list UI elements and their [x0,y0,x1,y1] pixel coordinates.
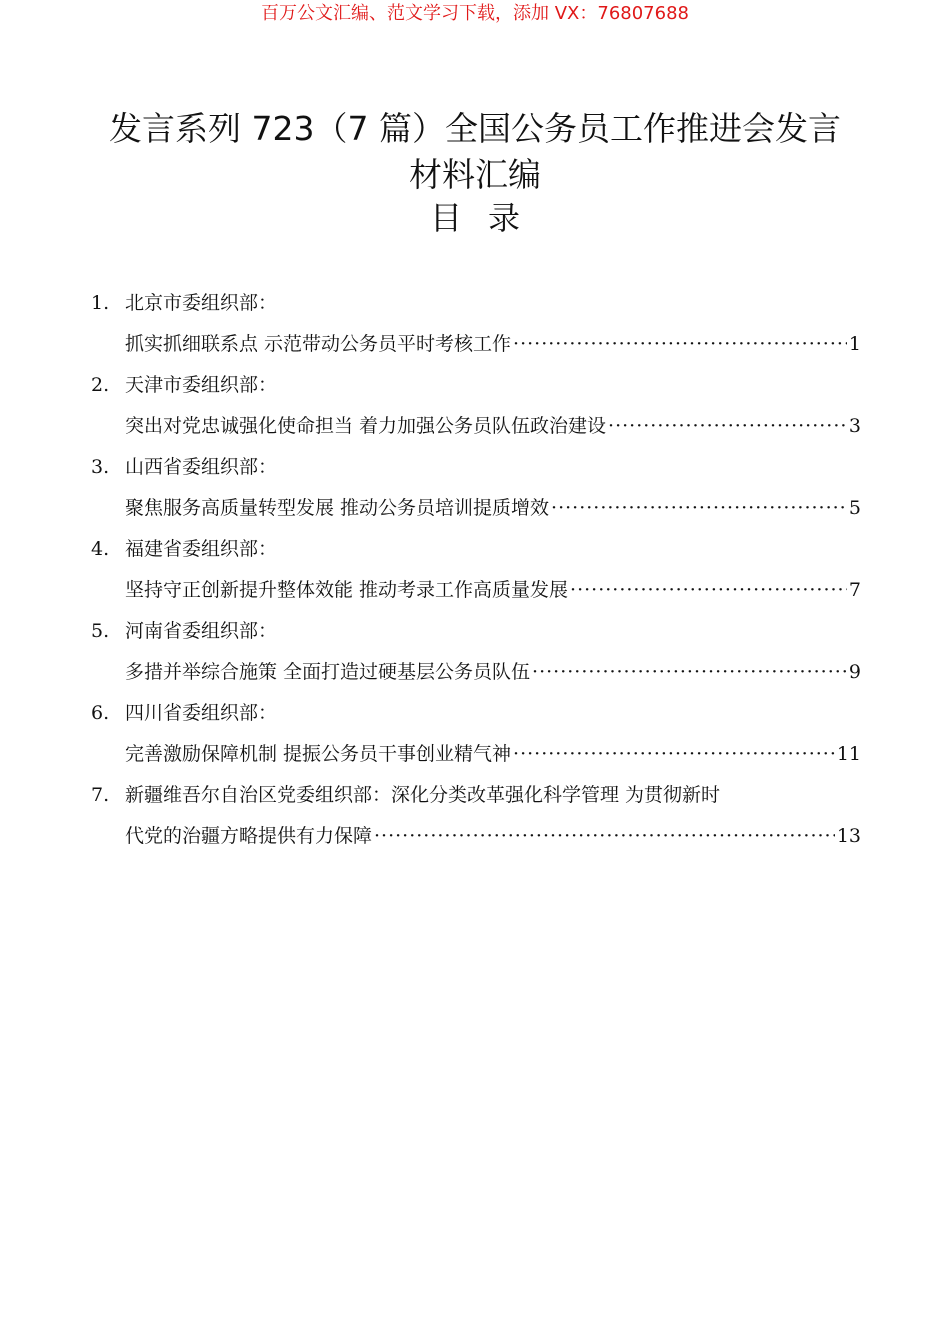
toc-entry [91,370,861,452]
toc-entry-page-number: 5 [848,497,861,519]
toc-entry-subtitle-line[interactable] [91,657,861,698]
toc-entry [91,780,861,862]
document-title-line-2: 材料汇编 [409,155,541,194]
document-title [60,106,890,198]
toc-entry-subtitle: 突出对党忠诚强化使命担当 着力加强公务员队伍政治建设 [125,415,607,437]
toc-entry-number: 7. [91,784,110,806]
toc-entry-subtitle: 完善激励保障机制 提振公务员干事创业精气神 [125,743,512,765]
toc-entry-page-number: 11 [836,743,861,765]
toc-entry [91,616,861,698]
toc-entry-subtitle-line[interactable] [91,329,861,370]
toc-entry-number: 3. [91,456,110,478]
toc-entry-number: 6. [91,702,110,724]
toc-entry-heading: 山西省委组织部： [125,456,278,478]
promo-banner: 百万公文汇编、范文学习下载，添加 VX：76807688 [261,3,689,24]
toc-entry-number: 4. [91,538,110,560]
toc-entry-subtitle: 多措并举综合施策 全面打造过硬基层公务员队伍 [125,661,531,683]
toc-entry-page-number: 13 [836,825,861,847]
toc-entry-subtitle-line[interactable] [91,821,861,862]
toc-dot-leader [608,411,847,441]
toc-dot-leader [513,329,847,359]
toc-entry-number: 2. [91,374,110,396]
toc-dot-leader [532,657,847,687]
toc-entry-subtitle-line[interactable] [91,739,861,780]
toc-entry [91,698,861,780]
toc-entry-number: 5. [91,620,110,642]
toc-entry-heading: 天津市委组织部： [125,374,278,396]
toc-entry-subtitle-line[interactable] [91,493,861,534]
toc-dot-leader [570,575,847,605]
toc-entry-number: 1. [91,292,110,314]
toc-entry-heading: 北京市委组织部： [125,292,278,314]
toc-entry-heading-line[interactable] [91,780,861,821]
toc-entry-subtitle: 聚焦服务高质量转型发展 推动公务员培训提质增效 [125,497,550,519]
toc-dot-leader [513,739,835,769]
toc-entry-heading: 福建省委组织部： [125,538,278,560]
toc-entry-heading: 四川省委组织部： [125,702,278,724]
table-of-contents [91,288,861,862]
toc-entry-subtitle: 代党的治疆方略提供有力保障 [125,825,373,847]
toc-entry [91,452,861,534]
toc-entry-page-number: 9 [848,661,861,683]
toc-entry-page-number: 3 [848,415,861,437]
toc-entry-heading: 河南省委组织部： [125,620,278,642]
toc-entry-heading-line [91,452,861,493]
toc-dot-leader [374,821,835,851]
document-title-line-1: 发言系列 723（7 篇）全国公务员工作推进会发言 [109,109,841,148]
toc-entry-page-number: 7 [848,579,861,601]
toc-entry-heading-line [91,370,861,411]
toc-entry [91,534,861,616]
toc-heading: 目录 [429,199,546,237]
toc-entry-heading-line [91,288,861,329]
toc-entry-heading: 新疆维吾尔自治区党委组织部：深化分类改革强化科学管理 为贯彻新时 [125,784,721,806]
toc-entry [91,288,861,370]
toc-entry-page-number: 1 [848,333,861,355]
toc-entry-subtitle: 抓实抓细联系点 示范带动公务员平时考核工作 [125,333,512,355]
toc-entry-heading-line [91,698,861,739]
toc-entry-heading-line [91,534,861,575]
toc-entry-subtitle-line[interactable] [91,575,861,616]
toc-entry-subtitle-line[interactable] [91,411,861,452]
toc-entry-subtitle: 坚持守正创新提升整体效能 推动考录工作高质量发展 [125,579,569,601]
toc-dot-leader [551,493,847,523]
toc-entry-heading-line [91,616,861,657]
